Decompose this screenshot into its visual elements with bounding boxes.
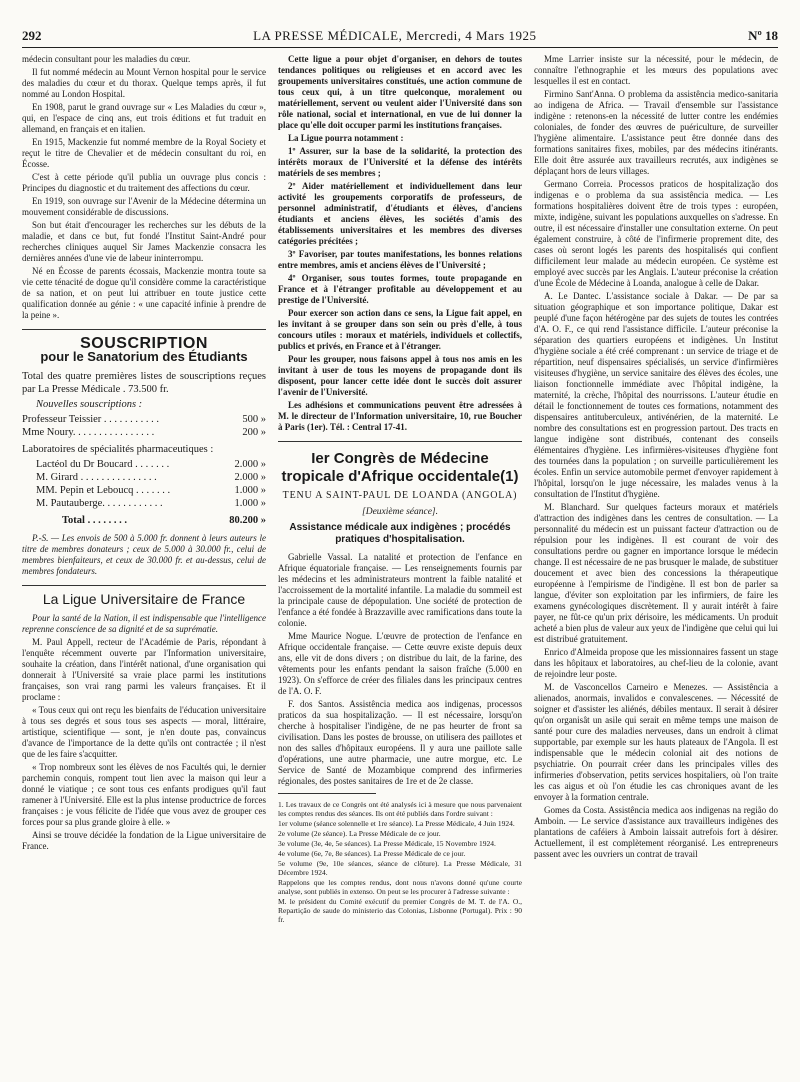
ledger-row xyxy=(22,471,266,484)
paragraph: Né en Écosse de parents écossais, Mackenzie montra toute sa vie cette ténacité de dogue qu'il considère comme la caractéristique de sa nation, et on peut lui attribuer en toute justice cette qualification donnée au génie : « une capacité infinie à prendre de la peine ». xyxy=(22,266,266,320)
paragraph: « Trop nombreux sont les élèves de nos Facultés qui, le dernier parchemin conquis, rompent tout lien avec la maison qui leur a donné le viatique ; ce sont tous ces enfants prodigues qu'il faut ramener à l'Université. Elle est la plus intense productrice de forces françaises : je vous félicite de l'idée que vous avez de grouper ces forces pour sa plus grande gloire à elle. » xyxy=(22,762,266,827)
donor-name: M. Pautauberge. . . . . . . . . . . . xyxy=(36,498,163,509)
ledger-row xyxy=(22,484,266,497)
ledger-row xyxy=(22,413,266,426)
congress-place: TENU A SAINT-PAUL DE LOANDA (ANGOLA) xyxy=(282,490,518,501)
ledger-row xyxy=(22,458,266,471)
donor-amount: 1.000 » xyxy=(234,485,266,496)
paragraph: médecin consultant pour les maladies du cœur. xyxy=(22,54,191,64)
footnote: 1. Les travaux de ce Congrès ont été analysés ici à mesure que nous parvenaient les comptes rendus des séances. Ils ont été publiés dans l'ordre suivant : xyxy=(278,800,522,818)
ledger-intro: Total des quatre premières listes de souscriptions reçues par La Presse Médicale . 73.500 fr. xyxy=(22,371,266,395)
paragraph: En 1908, parut le grand ouvrage sur « Les Maladies du cœur », qui, en l'espace de cinq ans, eut trois éditions et fut traduit en allemand, en français et en italien. xyxy=(22,102,266,134)
paragraph: Ainsi se trouve décidée la fondation de la Ligue universitaire de France. xyxy=(22,830,266,851)
donor-name: MM. Pepin et Leboucq . . . . . . . xyxy=(36,485,171,496)
ligue-continuation xyxy=(278,54,522,433)
congress-title: Ier Congrès de Médecine tropicale d'Afrique occidentale(1) xyxy=(281,450,519,485)
donor-amount: 500 » xyxy=(242,414,266,425)
footnote: 5e volume (9e, 10e séances, séance de clôture). La Presse Médicale, 31 Décembre 1924. xyxy=(278,859,522,877)
paragraph: En 1915, Mackenzie fut nommé membre de la Royal Society et reçut le titre de Chevalier et de médecin consultant du roi, en Écosse. xyxy=(22,137,266,169)
paragraph: Son but était d'encourager les recherches sur les débuts de la maladie, et dans ce but, fut fondé l'Institut Saint-André pour recherches cliniques auquel Sir James Mackenzie consacra les dernières années d'une vie de labeur ininterrompu. xyxy=(22,220,266,263)
paragraph: Mme Maurice Nogue. L'œuvre de protection de l'enfance en Afrique occidentale française. — Cette œuvre existe depuis deux ans, elle vit de dons divers ; on distribue du lait, de la farine, des vêtements pour les enfants pendant la saison fraîche (5.000 en 1923). On s'efforce de créer des filiales dans les principaux centres de l'A. O. F. xyxy=(278,631,522,696)
total-label: Total . . . . . . . . xyxy=(62,515,127,526)
donor-amount: 2.000 » xyxy=(234,459,266,470)
paragraph: M. Paul Appell, recteur de l'Académie de Paris, répondant à l'enquête récemment ouverte par l'Information universitaire, souhaite la création, dans l'intérêt national, d'une organisation qui donnerait à l'Université sa vraie place parmi les institutions françaises, son vrai rang parmi les valeurs françaises. Et il proclame : xyxy=(22,637,266,702)
paragraph: Germano Correia. Processos praticos de hospitalização dos indigenas e o problema da sua assistência medica. — Les formations hospitalières doivent être de trois types : européen, mixte, indigène, suivant les populations auxquelles on s'adresse. En outre, il est nécessaire d'installer une consultation externe. On peut également construire, à côté de l'infirmerie proprement dite, des cases où seront logés les parents des hospitalisés qui confient difficilement leur malade au médecin européen. Ce système est employé avec succès par les Anglais. L'auteur préconise la création d'une École de Médecine à Loanda, analogue à celle de Dakar. xyxy=(534,179,778,288)
souscription-section xyxy=(22,335,266,577)
ledger-heading: Laboratoires de spécialités pharmaceutiques : xyxy=(22,444,214,455)
donor-name: Mme Noury. . . . . . . . . . . . . . . . xyxy=(22,427,155,438)
ligue-section xyxy=(22,591,266,852)
running-title: LA PRESSE MÉDICALE, Mercredi, 4 Mars 1925 xyxy=(253,28,537,43)
footnote-divider xyxy=(278,793,376,794)
paragraph: Enrico d'Almeida propose que les missionnaires fassent un stage dans les hôpitaux et laboratoires, au chef-lieu de la colonie, avant de rejoindre leur poste. xyxy=(534,647,778,679)
mackenzie-article xyxy=(22,54,266,321)
footnote: M. le président du Comité exécutif du premier Congrès de M. T. de l'A. O., Repartição de saude do ministerio das Colonias, Lisbonne (Portugal). Prix : 90 fr. xyxy=(278,897,522,924)
paragraph: Il fut nommé médecin au Mount Vernon hospital pour le service des maladies du cœur et du thorax. Quelque temps après, il fut nommé au London Hospital. xyxy=(22,67,266,99)
session-label: [Deuxième séance]. xyxy=(362,507,438,517)
paragraph: Gomes da Costa. Assistência medica aos indigenas na região do Amboin. — Le service d'assistance aux travailleurs indigènes des plantations de caféiers à Amboin laissait autrefois fort à désirer. Actuellement, il est complètement réorganisé. Les entrepreneurs passent avec les ouvriers un contrat de travail xyxy=(534,805,778,859)
footnote: 1er volume (séance solennelle et 1re séance). La Presse Médicale, 4 Juin 1924. xyxy=(278,819,515,828)
paragraph: 3º Favoriser, par toutes manifestations, les bonnes relations entre membres, amis et anciens élèves de l'Université ; xyxy=(278,249,522,270)
donor-amount: 200 » xyxy=(242,427,266,438)
paragraph: Cette ligue a pour objet d'organiser, en dehors de toutes tendances politiques ou religieuses et en accord avec les groupements universitaires constitués, une action commune de tous ceux qui, à un titre quelconque, moralement ou matériellement, servent ou veulent aider l'Université dans son rôle national, social et international, en vue de lui donner la place qu'elle doit occuper parmi les institutions françaises. xyxy=(278,54,522,130)
ledger-row xyxy=(22,497,266,510)
paragraph: Gabrielle Vassal. La natalité et protection de l'enfance en Afrique équatoriale française. — Les renseignements fournis par les médecins et les administrateurs montrent la faible natalité et l'accroissement de la mortalité infantile. La maladie du sommeil est la principale cause de dépopulation. Une société de protection de l'enfance a été fondée à Brazzaville avec ramifications dans toute la colonie. xyxy=(278,552,522,628)
issue-number: Nº 18 xyxy=(748,28,778,43)
donor-name: M. Girard . . . . . . . . . . . . . . . xyxy=(36,472,157,483)
ledger-row xyxy=(22,426,266,439)
total-amount: 80.200 » xyxy=(229,515,266,526)
divider xyxy=(22,329,266,330)
subscription-ledger xyxy=(22,370,266,527)
paragraph: Les adhésions et communications peuvent être adressées à M. le directeur de l'Information universitaire, 10, rue Boucher à Paris (1er). Tél. : Central 17-41. xyxy=(278,400,522,432)
divider xyxy=(278,441,522,442)
footnotes xyxy=(278,800,522,924)
section-subtitle: pour le Sanatorium des Étudiants xyxy=(40,349,248,364)
footnote: Rappelons que les comptes rendus, dont nous n'avons donné qu'une courte analyse, sont publiés in extenso. On peut se les procurer à l'adresse suivante : xyxy=(278,878,522,896)
ledger-heading: Nouvelles souscriptions : xyxy=(36,399,143,410)
donor-amount: 1.000 » xyxy=(234,498,266,509)
footnote: 4e volume (6e, 7e, 8e séances). La Presse Médicale de ce jour. xyxy=(278,849,466,858)
page-number: 292 xyxy=(22,28,42,43)
column-2 xyxy=(278,54,522,1074)
paragraph: Mme Larrier insiste sur la nécessité, pour le médecin, de connaître l'ethnographie et les mœurs des populations avec lesquelles il est en contact. xyxy=(534,54,778,86)
footnote: 3e volume (3e, 4e, 5e séances). La Presse Médicale, 15 Novembre 1924. xyxy=(278,839,496,848)
footnote: 2e volume (2e séance). La Presse Médicale de ce jour. xyxy=(278,829,441,838)
paragraph: Pour les grouper, nous faisons appel à tous nos amis en les invitant à user de tous les moyens de propagande dont ils disposent, pour lancer cette idée dont le succès doit assurer l'avenir de l'Université. xyxy=(278,354,522,397)
paragraph: « Tous ceux qui ont reçu les bienfaits de l'éducation universitaire à tous ses degrés et sous tous ses aspects — moral, littéraire, artistique, scientifique — sont, je n'en doute pas, convaincus d'avance de l'importance de la dette qu'ils ont contractée ; il n'est que de les faire s'acquitter. xyxy=(22,705,266,759)
paragraph: M. de Vasconcellos Carneiro e Menezes. — Assistência a alienados, anormais, invalidos e convalescenes. — Nécessité de soigner et d'assister les aliénés, débiles mentaux. Il serait à désirer qu'on organisât un asile qui serait en même temps une maison de santé pour cure des maladies nerveuses, dans un endroit à climat supportable, par exemple sur les hauts plateaux de l'Angola. Il est indispensable que le médecin colonial ait des notions de psychiatrie. On pourrait créer dans les principales villes des infirmeries d'observation, petits services hospitaliers, où l'on traite les cas aigus et où l'on étudie les cas chroniques avant de les envoyer à la formation centrale. xyxy=(534,682,778,802)
paragraph: En 1919, son ouvrage sur l'Avenir de la Médecine détermina un mouvement considérable de discussions. xyxy=(22,196,266,217)
paragraph: 4º Organiser, sous toutes formes, toute propagande en France et à l'étranger profitable au développement et au prestige de l'Université. xyxy=(278,273,522,305)
section-title: La Ligue Universitaire de France xyxy=(42,591,246,607)
section-heading: Assistance médicale aux indigènes ; procédés pratiques d'hospitalisation. xyxy=(289,522,511,545)
paragraph: Pour la santé de la Nation, il est indispensable que l'intelligence reprenne conscience de sa dignité et de sa suprématie. xyxy=(22,613,266,634)
donor-name: Professeur Teissier . . . . . . . . . . . xyxy=(22,414,160,425)
paragraph: M. Blanchard. Sur quelques facteurs moraux et matériels d'attraction des indigènes dans les centres de consultation. — La personnalité du médecin est un puissant facteur d'attraction ou de répulsion pour les indigènes. Il est courant de voir des consultations perdre ou gagner en importance lorsque le médecin change. Il est nécessaire de ne pas brusquer le malade, de substituer doucement et avec bien des concessions la thérapeutique européenne à l'empirisme de l'indigène. Il est bon de parler sa langue, d'éviter son exploitation par les infirmiers, de faire les examens gynécologiques discrètement. Il y aurait intérêt à faire payer, ne fût-ce qu'un prix dérisoire, les médicaments. Un produit acheté a bien plus de valeur aux yeux de l'indigène que celui qui lui est distribué gratuitement. xyxy=(534,502,778,644)
ledger-total xyxy=(22,514,266,527)
paragraph: A. Le Dantec. L'assistance sociale à Dakar. — De par sa situation géographique et son importance politique, Dakar est peuplé d'une façon hétérogène par des sujets de toutes les contrées d'A. O. F., ce qui rend l'assistance difficile. L'auteur préconise la séparation des quartiers européens et indigènes. Un Institut d'hygiène sociale a été créé comprenant : un service de triage et de répartition, neuf dispensaires spécialisés, un service d'infirmières visiteuses d'hygiène, un service sanitaire des élèves des écoles, une liaison fonctionnelle immédiate avec l'hôpital indigène, la maternité, la crèche, l'hôpital des nourrissons. L'auteur étudie en détail le fonctionnement de toutes ces formations, notamment des dispensaires antituberculeux, antivénérien, de la maternité. Le nombre des consultations est en progression partout. Des tracts en langue indigène sont distribués, contenant des conseils élémentaires d'hygiène. Les infirmières-visiteuses d'hygiène font des tournées dans la population ; on surveille particulièrement les écoles. Enfin un service automobile permet d'envoyer rapidement à l'hôpital, lorsqu'on le juge nécessaire, les malades venus à la consultation de l'Institut d'hygiène. xyxy=(534,291,778,499)
postscript: P.-S. — Les envois de 500 à 5.000 fr. donnent à leurs auteurs le titre de membres donateurs ; ceux de 5.000 à 30.000 fr., celui de membres bienfaiteurs, et ceux de 30.000 fr. et au-dessus, celui de membres fondateurs. xyxy=(22,533,266,576)
congres-section xyxy=(278,450,522,924)
section-title: SOUSCRIPTION xyxy=(80,335,208,352)
paragraph: La Ligue pourra notamment : xyxy=(288,133,404,143)
page-header xyxy=(22,28,778,48)
donor-name: Lactéol du Dr Boucard . . . . . . . xyxy=(36,459,170,470)
paragraph: Pour exercer son action dans ce sens, la Ligue fait appel, en les invitant à se grouper dans son sein ou près d'elle, à tous concours utiles : moraux et matériels, individuels et collectifs, publics et privés, en France et à l'étranger. xyxy=(278,308,522,351)
paragraph: C'est à cette période qu'il publia un ouvrage plus concis : Principes du diagnostic et du traitement des affections du cœur. xyxy=(22,172,266,193)
divider xyxy=(22,585,266,586)
paragraph: F. dos Santos. Assistência medica aos indigenas, processos praticos da sua hospitalização. — Il est nécessaire, lorsqu'on cherche à hospitaliser l'indigène, de ne pas heurter de front sa civilisation. Dans les postes de brousse, on utilisera des paillotes et non des salles d'hôpitaux européens. Il y aura une paillote salle d'opérations, une autre pharmacie, une autre morgue, etc. Le Service de Santé de Mozambique comprend des infirmeries régionales, des postes sanitaires de 1re et de 2e classe. xyxy=(278,699,522,786)
paragraph: Firmino Sant'Anna. O problema da assistência medico-sanitaria ao indigena de Africa. — Travail d'ensemble sur l'assistance indigène : retenons-en la nécessité de lutter contre les endémies coloniales, de fonder des œuvres de puériculture, de surveiller l'hygiène alimentaire. L'assistance peut être donnée dans des formations sanitaires fixes, mobiles, par des médecins itinérants. Elle doit être assurée aux travailleurs recrutés, aux indigènes se déplaçant hors de leurs villages. xyxy=(534,89,778,176)
paragraph: 1º Assurer, sur la base de la solidarité, la protection des intérêts moraux de l'Université et la défense des intérêts matériels de ses membres ; xyxy=(278,146,522,178)
paragraph: 2º Aider matériellement et individuellement dans leur activité les groupements corporatifs de professeurs, de personnel administratif, d'étudiants et élèves, d'anciens étudiants et anciens élèves, les sociétés d'amis des établissements universitaires et les membres des diverses catégories précitées ; xyxy=(278,181,522,246)
column-3 xyxy=(534,54,778,1074)
column-1 xyxy=(22,54,266,1074)
donor-amount: 2.000 » xyxy=(234,472,266,483)
